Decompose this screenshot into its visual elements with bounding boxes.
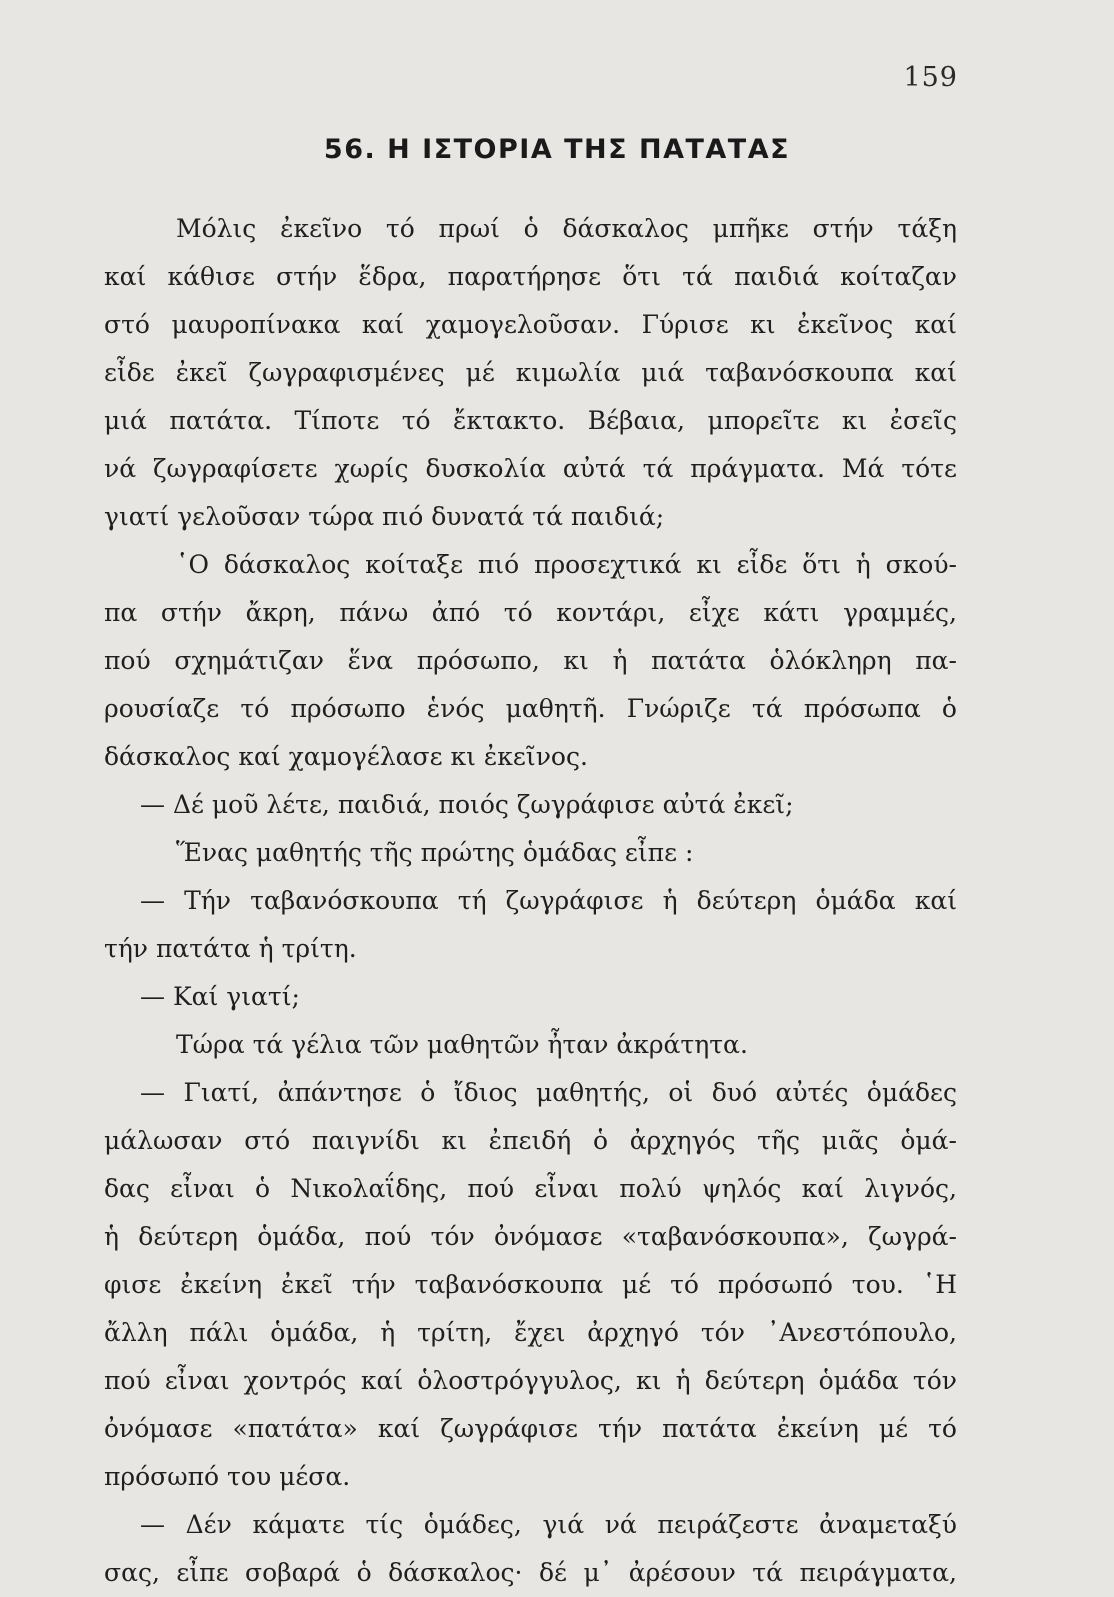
dialogue-line: — Τήν ταβανόσκουπα τή ζωγράφισε ἡ δεύτερη ὁμάδα καί bbox=[140, 886, 957, 915]
text-line: Μόλις ἐκεῖνο τό πρωί ὁ δάσκαλος μπῆκε στήν τάξη bbox=[176, 214, 957, 243]
dialogue-line: — Γιατί, ἀπάντησε ὁ ἴδιος μαθητής, οἱ δυό αὐτές ὁμάδες bbox=[140, 1078, 957, 1107]
text-line: ἡ δεύτερη ὁμάδα, πού τόν ὀνόμασε «ταβανόσκουπα», ζωγρά- bbox=[104, 1222, 957, 1251]
dialogue-line: — Δέν κάματε τίς ὁμάδες, γιά νά πειράζεστε ἀναμεταξύ bbox=[140, 1510, 957, 1539]
text-line: δας εἶναι ὁ Νικολαΐδης, πού εἶναι πολύ ψηλός καί λιγνός, bbox=[104, 1174, 957, 1203]
text-line: πού εἶναι χοντρός καί ὁλοστρόγγυλος, κι ἡ δεύτερη ὁμάδα τόν bbox=[104, 1366, 957, 1395]
text-line: φισε ἐκείνη ἐκεῖ τήν ταβανόσκουπα μέ τό πρόσωπό του. ῾Η bbox=[104, 1270, 957, 1299]
body-text bbox=[104, 205, 957, 1597]
text-line: στό μαυροπίνακα καί χαμογελοῦσαν. Γύρισε κι ἐκεῖνος καί bbox=[104, 310, 957, 339]
text-line: νά ζωγραφίσετε χωρίς δυσκολία αὐτά τά πράγματα. Μά τότε bbox=[104, 454, 957, 483]
text-line: Ἕνας μαθητής τῆς πρώτης ὁμάδας εἶπε : bbox=[176, 838, 694, 867]
text-line: δάσκαλος καί χαμογέλασε κι ἐκεῖνος. bbox=[104, 742, 588, 771]
text-line: πρόσωπό του μέσα. bbox=[104, 1462, 351, 1491]
text-line: ρουσίαζε τό πρόσωπο ἑνός μαθητῆ. Γνώριζε τά πρόσωπα ὁ bbox=[104, 694, 957, 723]
text-line: πού σχημάτιζαν ἕνα πρόσωπο, κι ἡ πατάτα ὁλόκληρη πα- bbox=[104, 646, 957, 675]
text-line: πα στήν ἄκρη, πάνω ἀπό τό κοντάρι, εἶχε κάτι γραμμές, bbox=[104, 598, 957, 627]
text-line: Τώρα τά γέλια τῶν μαθητῶν ἦταν ἀκράτητα. bbox=[176, 1030, 748, 1059]
text-line: τήν πατάτα ἡ τρίτη. bbox=[104, 934, 357, 963]
text-line: ἄλλη πάλι ὁμάδα, ἡ τρίτη, ἔχει ἀρχηγό τόν ᾿Ανεστόπουλο, bbox=[104, 1318, 957, 1347]
text-line: μιά πατάτα. Τίποτε τό ἔκτακτο. Βέβαια, μπορεῖτε κι ἐσεῖς bbox=[104, 406, 957, 435]
text-line: εἶδε ἐκεῖ ζωγραφισμένες μέ κιμωλία μιά ταβανόσκουπα καί bbox=[104, 358, 957, 387]
text-line: σας, εἶπε σοβαρά ὁ δάσκαλος· δέ μ᾿ ἀρέσουν τά πειράγματα, bbox=[104, 1558, 957, 1587]
text-line: γιατί γελοῦσαν τώρα πιό δυνατά τά παιδιά; bbox=[104, 502, 665, 531]
text-line: ῾Ο δάσκαλος κοίταξε πιό προσεχτικά κι εἶδε ὅτι ἡ σκού- bbox=[176, 550, 957, 579]
page-number: 159 bbox=[903, 62, 958, 93]
chapter-title: 56. Η ΙΣΤΟΡΙΑ ΤΗΣ ΠΑΤΑΤΑΣ bbox=[323, 134, 791, 165]
dialogue-line: — Δέ μοῦ λέτε, παιδιά, ποιός ζωγράφισε αὐτά ἐκεῖ; bbox=[140, 790, 794, 819]
text-line: μάλωσαν στό παιγνίδι κι ἐπειδή ὁ ἀρχηγός τῆς μιᾶς ὁμά- bbox=[104, 1126, 957, 1155]
dialogue-line: — Καί γιατί; bbox=[140, 982, 300, 1011]
text-line: ὀνόμασε «πατάτα» καί ζωγράφισε τήν πατάτα ἐκείνη μέ τό bbox=[104, 1414, 957, 1443]
text-line: καί κάθισε στήν ἕδρα, παρατήρησε ὅτι τά παιδιά κοίταζαν bbox=[104, 262, 957, 291]
